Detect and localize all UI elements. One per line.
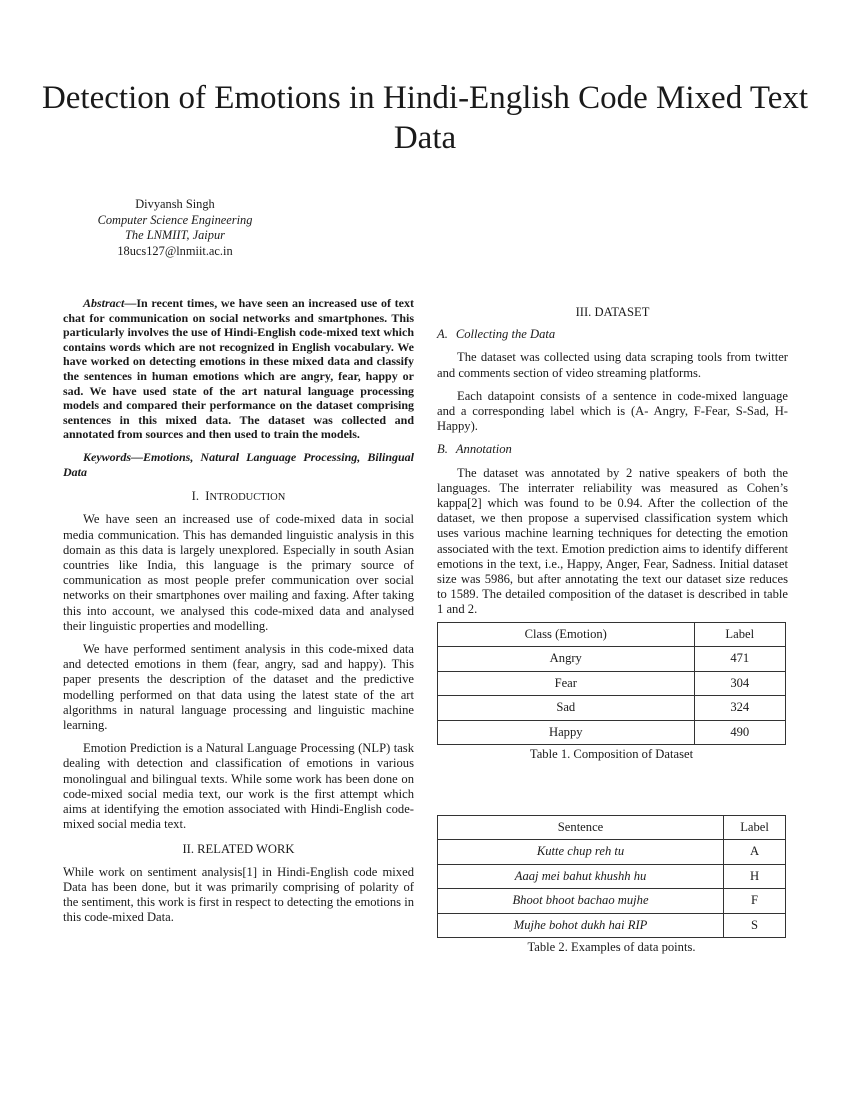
table-cell: Happy	[438, 720, 695, 745]
intro-paragraph-1: We have seen an increased use of code-mixed data in social media communication. This has demanded linguistic analysis in this domain as this data is largely unexplored. Especially in south Asian countries like India, this language is the primary source of communication as most people prefer communication over social networks on their smartphones over mailing and faxing. After taking this into account, we analysed this code-mixed data and analysed their linguistic properties and modelling.	[63, 512, 414, 633]
intro-paragraph-3: Emotion Prediction is a Natural Language Processing (NLP) task dealing with detection and classification of emotions in various monolingual and bilingual texts. While some work has been done on code-mixed social media text, our work is the first attempt which aims at identifying the emotion associated with Hindi-English code-mixed social media text.	[63, 741, 414, 832]
table-row	[438, 671, 786, 696]
dataset-paragraph-2: Each datapoint consists of a sentence in code-mixed language and a corresponding label which is (A- Angry, F-Fear, S-Sad, H-Happy).	[437, 388, 788, 434]
paper-title: Detection of Emotions in Hindi-English Code Mixed Text Data	[41, 80, 809, 156]
table-cell: Fear	[438, 671, 695, 696]
dataset-paragraph-1: The dataset was collected using data scraping tools from twitter and comments section of video streaming platforms.	[437, 350, 788, 380]
abstract	[63, 296, 414, 442]
author-institution: The LNMIIT, Jaipur	[125, 228, 225, 242]
author-block	[55, 197, 295, 259]
table-cell: 324	[694, 696, 785, 721]
table-cell: Mujhe bohot dukh hai RIP	[438, 913, 724, 938]
table-header-cell: Label	[694, 623, 785, 647]
table-cell: H	[724, 864, 786, 889]
table-caption: Table 1. Composition of Dataset	[529, 747, 694, 761]
table-header-cell: Label	[724, 816, 786, 840]
table-cell: Aaaj mei bahut khushh hu	[438, 864, 724, 889]
related-paragraph-1: While work on sentiment analysis[1] in Hindi-English code mixed Data has been done, but it was primarily comprising of polarity of the sentiment, this work is first in respect to detecting the emotions in this code-mixed Data.	[63, 864, 414, 925]
table-header-row	[438, 816, 786, 840]
abstract-text: —In recent times, we have seen an increased use of text chat for communication on social networks and smartphones. This particularly involves the use of Hindi-English code-mixed text which contains words which are not recognized in English vocabulary. We have worked on detecting emotions in these mixed data and classify the sentences in human emotions which are angry, fear, happy or sad. We have used state of the art natural language processing models and compared their performance on the dataset comprising sentences in this mixed data. The dataset was collected and annotated from sources and then used to train the models.	[63, 296, 414, 442]
right-column	[437, 305, 788, 626]
table-cell: Angry	[438, 647, 695, 672]
author-name: Divyansh Singh	[135, 197, 215, 211]
table-header-cell: Class (Emotion)	[438, 623, 695, 647]
table-row	[438, 840, 786, 865]
table-caption: Table 2. Examples of data points.	[527, 940, 696, 954]
table-row	[438, 864, 786, 889]
table-cell: 490	[694, 720, 785, 745]
table-row	[438, 889, 786, 914]
dataset-paragraph-3: The dataset was annotated by 2 native speakers of both the languages. The interrater reliability was measured as Cohen’s kappa[2] which was found to be 0.94. After the collection of the dataset, we then propose a supervised classification system which uses various machine learning techniques for detecting the emotion associated with the text. Emotion prediction aims to identify different emotions in the text, i.e., Happy, Anger, Fear, Sadness. Initial dataset size was 5986, but after annotating the text our dataset size reduces to 1589. The detailed composition of the dataset is described in table 1 and 2.	[437, 465, 788, 617]
table-cell: Sad	[438, 696, 695, 721]
table-cell: 304	[694, 671, 785, 696]
author-email: 18ucs127@lnmiit.ac.in	[117, 243, 233, 258]
subheading-annotation: B. Annotation	[437, 442, 512, 457]
table-header-cell: Sentence	[438, 816, 724, 840]
table-row	[438, 696, 786, 721]
keywords: Keywords—Emotions, Natural Language Processing, Bilingual Data	[63, 449, 414, 479]
subheading-collecting: A. Collecting the Data	[437, 327, 556, 342]
author-department: Computer Science Engineering	[97, 212, 253, 227]
table-cell: S	[724, 913, 786, 938]
table-examples	[437, 815, 786, 955]
table-cell: A	[724, 840, 786, 865]
section-heading-dataset: III. DATASET	[575, 305, 650, 319]
table-row	[438, 720, 786, 745]
table-header-row	[438, 623, 786, 647]
table-composition	[437, 622, 786, 762]
abstract-lead: Abstract	[83, 296, 125, 310]
table-cell: F	[724, 889, 786, 914]
table-row	[438, 647, 786, 672]
intro-paragraph-2: We have performed sentiment analysis in this code-mixed data and detected emotions in them (fear, angry, sad and happy). This paper presents the description of the dataset and the predictive modelling performed on that data using the latest state of the art algorithms in natural language processing and linguistic machine learning.	[63, 641, 414, 732]
left-column	[63, 296, 414, 933]
table-row	[438, 913, 786, 938]
table-cell: 471	[694, 647, 785, 672]
section-heading-related-work: II. RELATED WORK	[182, 842, 295, 857]
table-cell: Kutte chup reh tu	[438, 840, 724, 865]
section-heading-introduction: I. INTRODUCTION	[191, 489, 286, 504]
table-cell: Bhoot bhoot bachao mujhe	[438, 889, 724, 914]
